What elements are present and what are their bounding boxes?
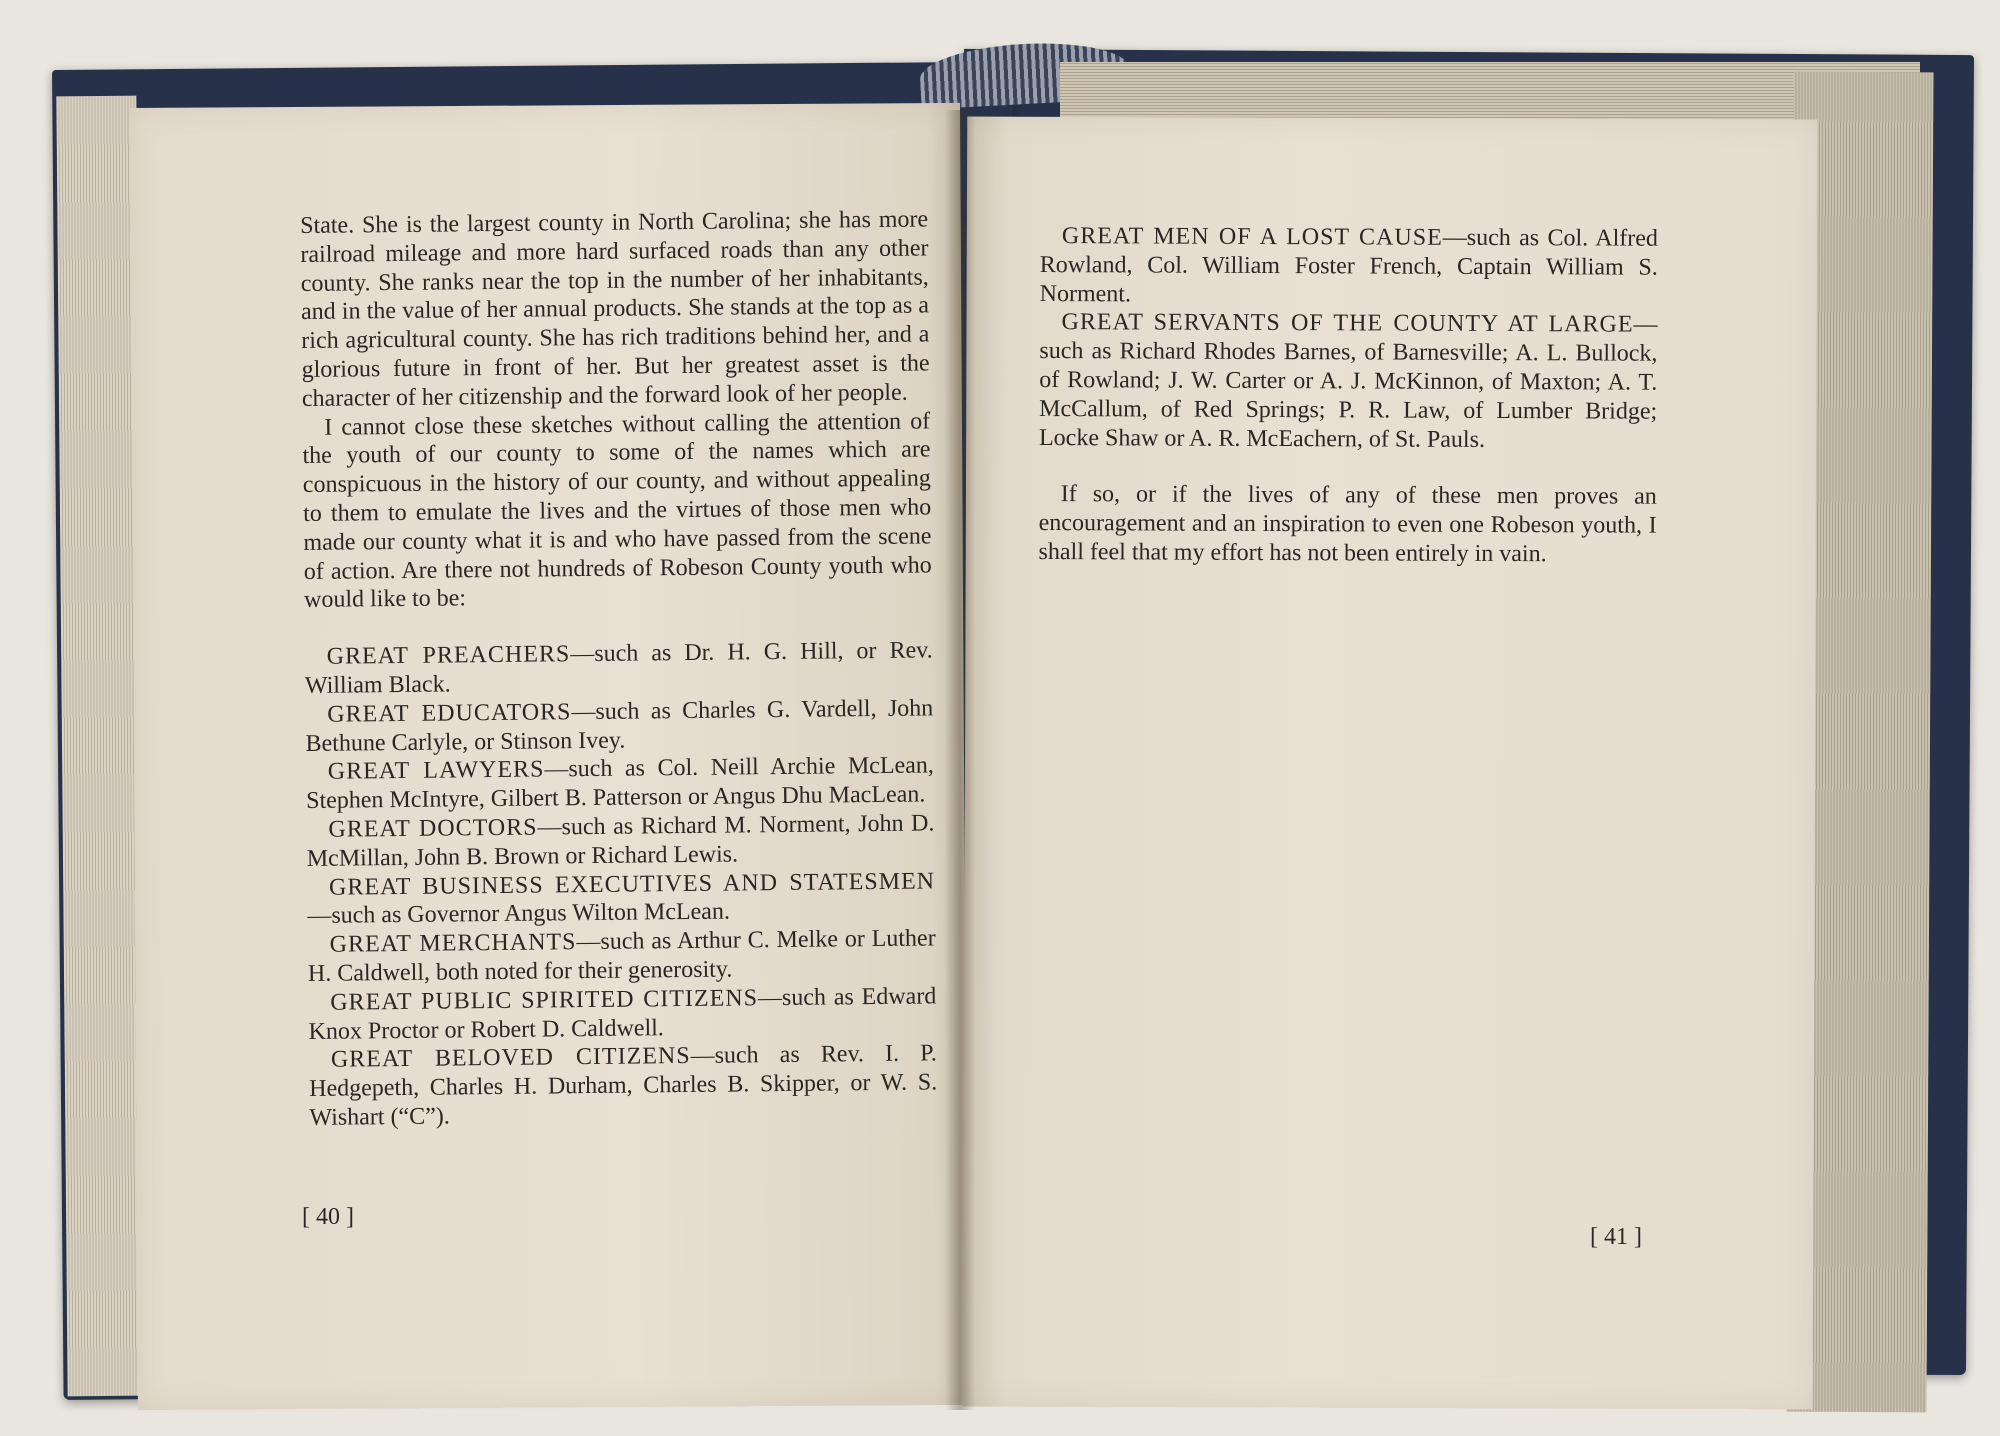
- entry-great-doctors: [306, 809, 935, 873]
- entry-heading: GREAT DOCTORS: [328, 814, 538, 843]
- closing-paragraph: If so, or if the lives of any of these men proves an encouragement and an inspiration to even one Robeson youth, I shall feel that my effort has not been entirely in vain.: [1038, 481, 1657, 568]
- left-page-text: [300, 205, 938, 1132]
- entry-text: —such as Edward Knox Proctor or Robert D. Caldwell.: [308, 983, 937, 1045]
- entry-heading: GREAT MERCHANTS: [329, 929, 577, 958]
- entry-great-educators: [305, 694, 934, 758]
- entry-great-business-executives: [307, 867, 936, 931]
- paragraph: State. She is the largest county in North Carolina; she has more railroad mileage and more hard surfaced roads than any other county. She ranks near the top in the number of her inhabitants, and in the value of her annual products. She stands at the top as a rich agricultural county. She has rich traditions behind her, and a glorious future in front of her. But her greatest asset is the character of her citizenship and the forward look of her people.: [300, 206, 930, 412]
- entry-text: —such as Richard Rhodes Barnes, of Barnesville; A. L. Bullock, of Rowland; J. W. Carter or A. J. McKinnon, of Maxton; A. T. McCallum, of Red Springs; P. R. Law, of Lumber Bridge; Locke Shaw or A. R. McEachern, of St. Pauls.: [1039, 311, 1658, 453]
- entry-great-merchants: [308, 925, 937, 989]
- entry-great-lawyers: [306, 752, 935, 816]
- entry-great-public-spirited-citizens: [308, 982, 937, 1046]
- entry-text: —such as Rev. I. P. Hedgepeth, Charles H. Durham, Charles B. Skipper, or W. S. Wishart (“C”).: [309, 1040, 938, 1131]
- page-edges-top: [1060, 62, 1920, 120]
- page-number-left: [ 40 ]: [302, 1204, 354, 1230]
- entry-text: —such as Dr. H. G. Hill, or Rev. William Black.: [304, 637, 933, 699]
- entry-heading: GREAT PREACHERS: [326, 641, 571, 670]
- entry-great-beloved-citizens: [309, 1040, 938, 1133]
- entry-text: —such as Arthur C. Melke or Luther H. Caldwell, both noted for their generosity.: [307, 925, 936, 987]
- right-page-text: [1038, 222, 1657, 569]
- paragraph: I cannot close these sketches without calling the attention of the youth of our county to some of the names which are conspicuous in the history of our county, and without appealing to them to emulate the lives and the virtues of those men who made our county what it is and who have passed from the scene of action. Are there not hundreds of Robeson County youth who would like to be:: [302, 407, 932, 614]
- book-gutter: [945, 110, 975, 1410]
- entry-text: —such as Governor Angus Wilton McLean.: [307, 898, 731, 930]
- entry-great-men-of-a-lost-cause: [1040, 222, 1658, 311]
- entry-text: —such as Charles G. Vardell, John Bethune Carlyle, or Stinson Ivey.: [305, 695, 934, 757]
- entry-text: —such as Col. Alfred Rowland, Col. William Foster French, Captain William S. Norment.: [1039, 224, 1658, 307]
- entry-great-servants-of-the-county: [1039, 308, 1658, 455]
- entry-heading: GREAT MEN OF A LOST CAUSE: [1061, 223, 1443, 251]
- entry-heading: GREAT EDUCATORS: [327, 698, 572, 728]
- entry-great-preachers: [305, 637, 934, 701]
- entry-heading: GREAT PUBLIC SPIRITED CITIZENS: [330, 984, 759, 1016]
- page-number-right: [ 41 ]: [1590, 1224, 1642, 1250]
- entry-heading: GREAT BELOVED CITIZENS: [330, 1043, 691, 1074]
- entry-text: —such as Col. Neill Archie McLean, Stephen McIntyre, Gilbert B. Patterson or Angus Dhu MacLean.: [306, 752, 934, 815]
- entry-heading: GREAT BUSINESS EXECUTIVES AND STATESMEN: [328, 867, 936, 901]
- entry-heading: GREAT LAWYERS: [327, 756, 545, 786]
- entry-heading: GREAT SERVANTS OF THE COUNTY AT LARGE: [1061, 309, 1634, 338]
- entry-text: —such as Richard M. Norment, John D. McMillan, John B. Brown or Richard Lewis.: [306, 810, 935, 872]
